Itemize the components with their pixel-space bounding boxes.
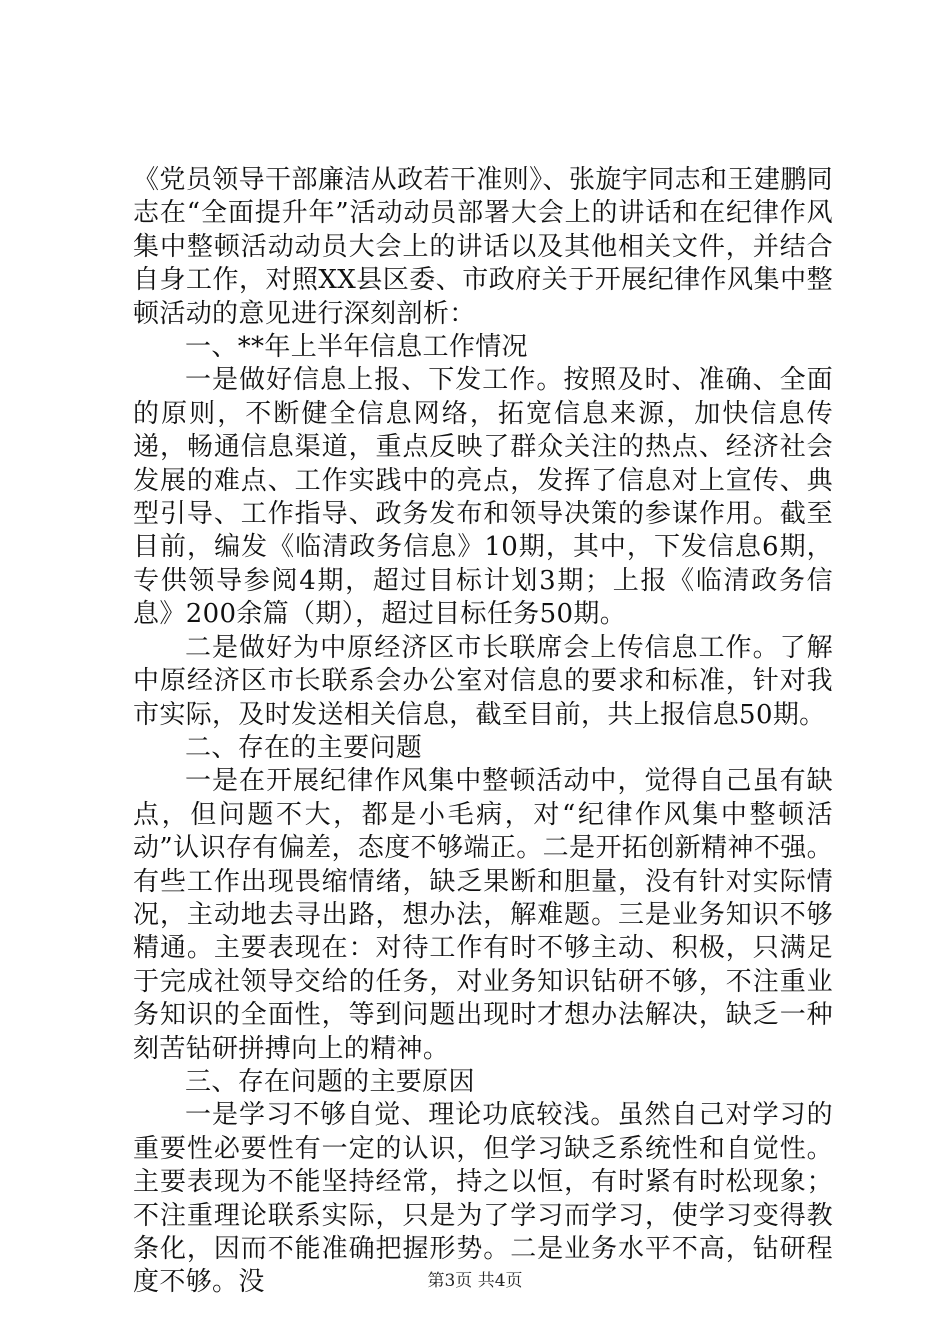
document-body [133,164,833,1300]
paragraph-main-problems: 一是在开展纪律作风集中整顿活动中，觉得自己虽有缺点，但问题不大，都是小毛病，对“纪律作风集中整顿活动”认识存有偏差，态度不够端正。二是开拓创新精神不强。有些工作出现畏缩情绪，缺乏果断和胆量，没有针对实际情况，主动地去寻出路，想办法，解难题。三是业务知识不够精通。主要表现在：对待工作有时不够主动、积极，只满足于完成社领导交给的任务，对业务知识钻研不够，不注重业务知识的全面性，等到问题出现时才想办法解决，缺乏一种刻苦钻研拼搏向上的精神。 [133,766,833,1064]
paragraph-info-reporting: 一是做好信息上报、下发工作。按照及时、准确、全面的原则，不断健全信息网络，拓宽信息来源，加快信息传递，畅通信息渠道，重点反映了群众关注的热点、经济社会发展的难点、工作实践中的亮点，发挥了信息对上宣传、典型引导、工作指导、政务发布和领导决策的参谋作用。截至目前，编发《临清政务信息》10期，其中，下发信息6期，专供领导参阅4期，超过目标计划3期；上报《临清政务信息》200余篇（期），超过目标任务50期。 [133,365,833,630]
paragraph-mayor-meeting: 二是做好为中原经济区市长联席会上传信息工作。了解中原经济区市长联系会办公室对信息的要求和标准，针对我市实际，及时发送相关信息，截至目前，共上报信息50期。 [133,632,833,730]
paragraph-intro: 《党员领导干部廉洁从政若干准则》、张旋宇同志和王建鹏同志在“全面提升年”活动动员部署大会上的讲话和在纪律作风集中整顿活动动员大会上的讲话以及其他相关文件，并结合自身工作，对照XX县区委、市政府关于开展纪律作风集中整顿活动的意见进行深刻剖析： [133,165,833,329]
paragraph-main-causes: 一是学习不够自觉、理论功底较浅。虽然自己对学习的重要性必要性有一定的认识，但学习缺乏系统性和自觉性。主要表现为不能坚持经常，持之以恒，有时紧有时松现象；不注重理论联系实际，只是为了学习而学习，使学习变得教条化，因而不能准确把握形势。二是业务水平不高，钻研程度不够。没 [133,1100,833,1298]
heading-section-2: 二、存在的主要问题 [185,732,423,763]
page-footer: 第3页 共4页 [427,1271,523,1291]
heading-section-1: 一、**年上半年信息工作情况 [185,332,528,363]
heading-section-3: 三、存在问题的主要原因 [185,1066,475,1097]
